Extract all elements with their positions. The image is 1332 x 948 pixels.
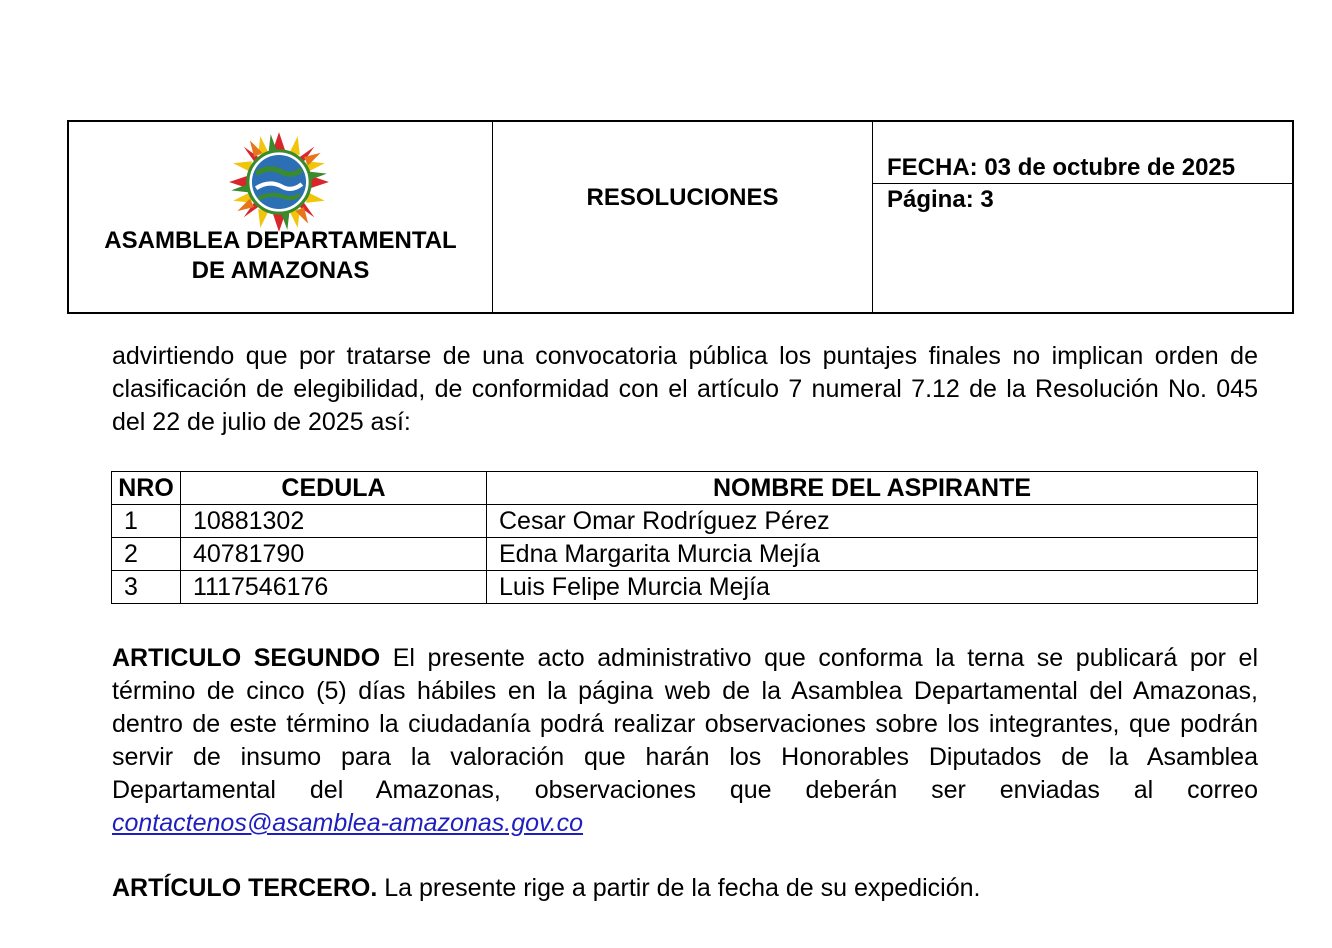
col-header-nombre: NOMBRE DEL ASPIRANTE xyxy=(487,472,1258,505)
fecha-text: FECHA: 03 de octubre de 2025 xyxy=(887,154,1236,181)
col-header-nro: NRO xyxy=(112,472,181,505)
cell-nro: 1 xyxy=(112,505,181,538)
articulo-tercero-text: La presente rige a partir de la fecha de su expedición. xyxy=(377,874,981,902)
table-row xyxy=(112,505,1258,538)
intro-paragraph: advirtiendo que por tratarse de una convocatoria pública los puntajes finales no implican orden de clasificación de elegibilidad, de conformidad con el artículo 7 numeral 7.12 de la Resolución No. 045 del 22 de julio de 2025 así: xyxy=(112,342,1258,436)
cell-nro: 2 xyxy=(112,538,181,571)
cell-nombre: Luis Felipe Murcia Mejía xyxy=(487,571,1258,604)
cell-nombre: Edna Margarita Murcia Mejía xyxy=(487,538,1258,571)
table-row xyxy=(112,538,1258,571)
header-org-cell xyxy=(69,122,493,312)
articulo-tercero-title: ARTÍCULO TERCERO. xyxy=(112,874,378,902)
articulo-segundo-title: ARTICULO SEGUNDO xyxy=(112,644,381,672)
articulo-segundo-paragraph xyxy=(112,642,1258,840)
cell-nombre: Cesar Omar Rodríguez Pérez xyxy=(487,505,1258,538)
table-row xyxy=(112,571,1258,604)
contact-email-link[interactable]: contactenos@asamblea-amazonas.gov.co xyxy=(112,809,584,837)
sun-river-emblem-icon xyxy=(227,130,331,234)
cell-cedula: 1117546176 xyxy=(181,571,487,604)
table-header-row xyxy=(112,472,1258,505)
org-name-line1: ASAMBLEA DEPARTAMENTAL xyxy=(104,227,457,254)
org-name xyxy=(69,226,492,286)
cell-cedula: 10881302 xyxy=(181,505,487,538)
cell-cedula: 40781790 xyxy=(181,538,487,571)
header-doctype-cell xyxy=(493,122,873,312)
org-name-line2: DE AMAZONAS xyxy=(191,257,370,284)
cell-nro: 3 xyxy=(112,571,181,604)
header-meta-cell xyxy=(873,122,1292,312)
articulo-segundo-text: El presente acto administrativo que conforma la terna se publicará por el término de cinco (5) días hábiles en la página web de la Asamblea Departamental del Amazonas, dentro de este término la ciudadanía podrá realizar observaciones sobre los integrantes, que podrán servir de insumo para la valoración que harán los Honorables Diputados de la Asamblea Departamental del Amazonas, observaciones que deberán ser enviadas al correo xyxy=(112,644,1259,804)
aspirantes-table xyxy=(111,471,1258,604)
fecha-row xyxy=(873,122,1292,184)
col-header-cedula: CEDULA xyxy=(181,472,487,505)
doc-type-title: RESOLUCIONES xyxy=(586,184,779,211)
pagina-text: Página: 3 xyxy=(887,186,994,213)
document-header xyxy=(67,120,1294,314)
articulo-tercero-paragraph xyxy=(112,872,1258,905)
